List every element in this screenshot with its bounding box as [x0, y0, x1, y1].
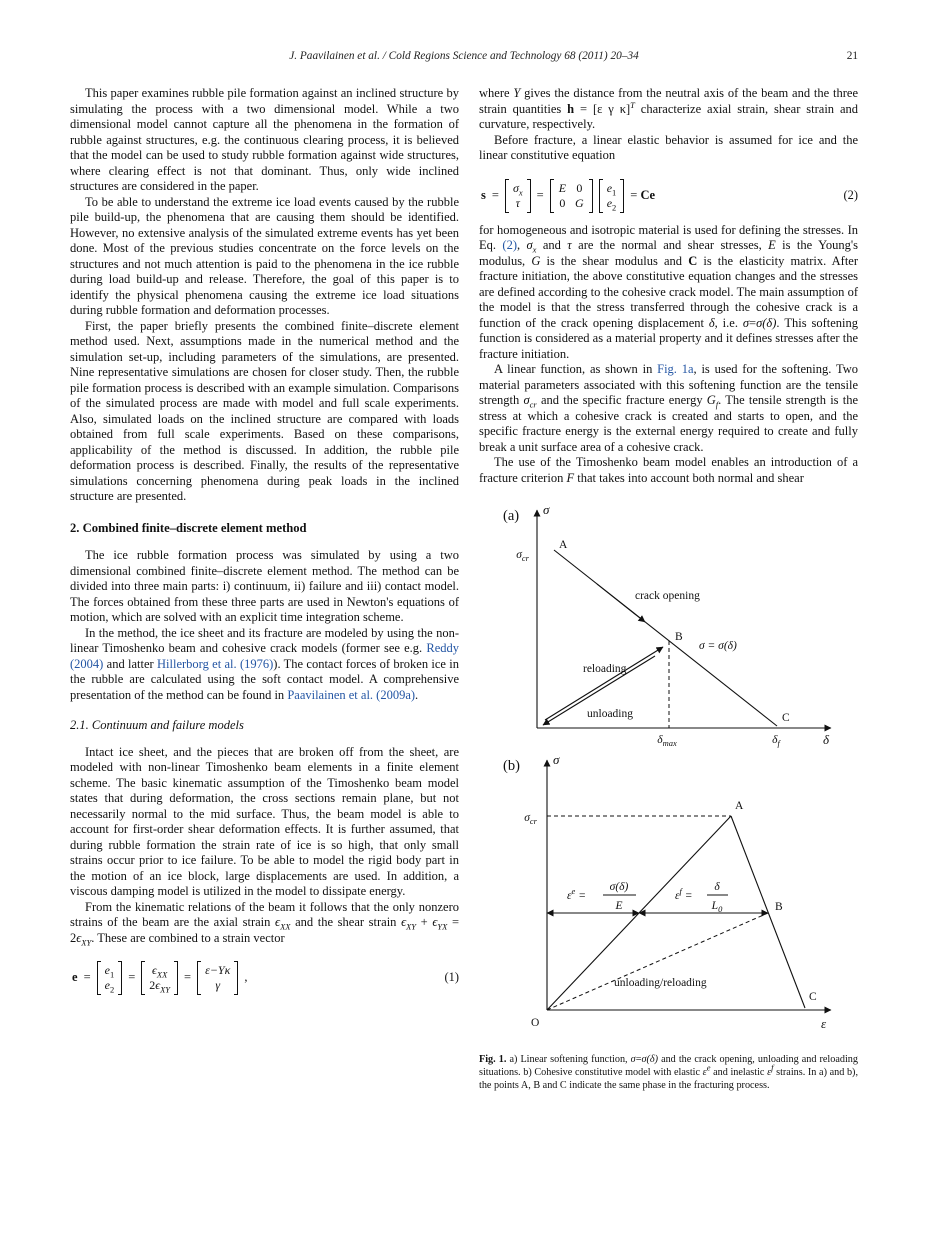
- equals-sign: =: [128, 970, 136, 985]
- delta-f-label: $\delta_f$: [772, 734, 780, 748]
- equation-1-body: [70, 961, 445, 995]
- paragraph: To be able to understand the extreme ice load events caused by the rubble pile build-up, the phenomena that are causing them should be identified. However, no extensive analysis of the simulated extreme events has yet been done. Most of the previous studies concentrate on the force levels on the structures and not much attention is paid to the phenomena in the ice rubble during load build-up and release. Therefore, the goal of this paper is to identify the physical phenomena causing the extreme ice load situations during rubble formation and deformation processes.: [70, 194, 459, 317]
- delta-max-label: $\delta_{max}$: [657, 734, 677, 748]
- page-number: 21: [846, 50, 858, 62]
- paragraph: The use of the Timoshenko beam model enables an introduction of a fracture criterion F that takes into account both normal and shear: [479, 455, 858, 485]
- matrix-cell: E: [558, 180, 567, 195]
- paragraph: where Y gives the distance from the neutral axis of the beam and the three strain quantities h = [ε γ κ]$^T$ characterize axial strain, shear strain and curvature, respectively.: [479, 86, 858, 131]
- sigma-cr-label: $\sigma_{cr}$: [524, 812, 537, 826]
- matrix-cell: $e_1$: [104, 963, 115, 980]
- left-column: [70, 86, 459, 1005]
- crack-opening-label: crack opening: [635, 590, 700, 602]
- page-header: [70, 50, 858, 66]
- matrix-cell: $e_1$: [606, 180, 617, 197]
- equals-sign: =: [536, 187, 544, 202]
- eq2-rhs: = Ce: [630, 187, 656, 202]
- figure-1a: [479, 498, 858, 748]
- matrix: [599, 179, 625, 213]
- softening-function-label: σ = σ(δ): [699, 640, 737, 652]
- figure-1: [479, 498, 858, 1093]
- matrix: [197, 961, 238, 995]
- inelastic-strain-numerator: δ: [714, 881, 720, 893]
- matrix-cell: $e_2$: [104, 978, 115, 995]
- running-head-citation: J. Paavilainen et al. / Cold Regions Science and Technology 68 (2011) 20–34: [289, 50, 639, 62]
- matrix-cell: 0: [559, 195, 566, 210]
- point-a-label: A: [735, 800, 744, 812]
- sigma-axis-label: σ: [553, 752, 560, 767]
- matrix: [97, 961, 123, 995]
- eq2-lhs: s: [481, 187, 486, 202]
- point-b-label: B: [675, 631, 683, 643]
- inelastic-strain-label: $\varepsilon^f$ =: [675, 886, 693, 902]
- paragraph: A linear function, as shown in Fig. 1a, is used for the softening. Two material parameters associated with this softening function are the tensile strength $\sigma_{cr}$ and the specific fracture energy $G_f$. The tensile strength is the stress at which a cohesive crack is created and starts to open, and the specific fracture energy is the external energy required to create and fully break a unit surface area of a cohesive crack.: [479, 362, 859, 454]
- unloading-reloading-label: unloading/reloading: [614, 977, 707, 989]
- paragraph: Intact ice sheet, and the pieces that are broken off from the sheet, are modeled with non-linear Timoshenko beam elements in a finite element scheme. The basic kinematic assumption of the Timoshenko beam model states that during deformation, the cross sections remain plane, but not necessarily normal to the mid surface. Thus, the beam model is able to account for first-order shear deformation effects. It is further assumed, that during rubble formation the strain rate of ice is so high, that only small strains occur prior to ice failure. To be able to model the rigid body part in the motion of an ice block, large displacements are used. In addition, a viscous damping model is utilized in the model to dissipate energy.: [70, 744, 459, 898]
- matrix: [550, 179, 593, 213]
- point-a-label: A: [559, 539, 568, 551]
- equals-sign: =: [83, 970, 91, 985]
- equals-sign: =: [184, 970, 192, 985]
- paragraph: The ice rubble formation process was simulated by using a two dimensional combined finite–discrete element method. The method can be divided into three main parts: i) continuum, ii) failure and iii) contact model. The forces obtained from these three parts are used in Newton's equations of motion, which are solved with an explicit time integration scheme.: [70, 548, 459, 624]
- equation-1-number: (1): [444, 970, 459, 985]
- figure-1b: [479, 748, 858, 1044]
- equals-sign: =: [491, 187, 499, 202]
- delta-axis-label: δ: [823, 732, 830, 747]
- inelastic-strain-denominator: $L_0$: [711, 900, 723, 914]
- sigma-cr-label: $\sigma_{cr}$: [516, 549, 529, 563]
- equation-2-number: (2): [843, 187, 858, 202]
- matrix: [505, 179, 531, 213]
- matrix: [141, 961, 178, 995]
- panel-b-label: (b): [503, 758, 520, 774]
- section-heading: 2. Combined finite–discrete element method: [70, 520, 307, 535]
- matrix-cell: $e_2$: [606, 195, 617, 212]
- citation-link[interactable]: Reddy (2004): [70, 641, 459, 671]
- origin-label: O: [531, 1017, 540, 1029]
- matrix-cell: γ: [215, 978, 221, 992]
- equation-2: [479, 179, 858, 213]
- paragraph: for homogeneous and isotropic material is used for defining the stresses. In Eq. (2), $\sigma_x$ and τ are the normal and shear stresses, E is the Young's modulus, G is the shear modulus and C is the elasticity matrix. After fracture initiation, the above constitutive equation changes and the stresses are defined according to the cohesive crack model. The main assumption of the model is that the stress transferred through the cohesive crack is a function of the crack opening displacement δ, i.e. σ=σ(δ). This softening function is considered as a material property and it defines stresses after the fracture initiation.: [479, 222, 859, 361]
- equation-1: [70, 961, 459, 995]
- citation-link[interactable]: (2): [502, 238, 517, 252]
- matrix-cell: $\sigma_x$: [512, 180, 523, 197]
- matrix-cell: 0: [576, 180, 583, 195]
- paragraph: From the kinematic relations of the beam it follows that the only nonzero strains of the beam are the axial strain $\epsilon_{XX}$ and the shear strain $\epsilon_{XY} + \epsilon_{YX} = 2\epsilon_{XY}$. These are combined to a strain vector: [70, 899, 459, 947]
- point-c-label: C: [782, 712, 790, 724]
- matrix-cell: ε−Yκ: [205, 963, 231, 977]
- citation-link[interactable]: Paavilainen et al. (2009a): [287, 687, 416, 702]
- elastic-strain-label: $\varepsilon^e$ =: [567, 886, 586, 902]
- subsection-heading: 2.1. Continuum and failure models: [70, 718, 244, 732]
- panel-a-label: (a): [503, 508, 520, 524]
- paragraph: First, the paper briefly presents the combined finite–discrete element method used. Next, assumptions made in the numerical method and the simulation set-up, including parameters of the simulations, are presented. Nine representative simulations are chosen for closer study. Then, the rubble pile formation process is described with an example simulation. Comparisons of the simulated process are made with model and full scale experiments. Also, simulated loads on the inclined structure are compared with loads obtained from full scale experiments. Based on these comparisons, applicability of the method is discussed. In addition, the rubble pile deformation process is described. Finally, the results of the representative simulations concerning phenomena during peak loads in the inclined structure are presented.: [70, 318, 459, 503]
- paragraph: Before fracture, a linear elastic behavior is assumed for ice and the linear constitutive equation: [479, 132, 858, 162]
- figure-1-caption: Fig. 1. a) Linear softening function, σ=σ(δ) and the crack opening, unloading and reloading situations. b) Cohesive constitutive model with elastic $\varepsilon^e$ and inelastic $\varepsilon^f$ strains. In a) and b), the points A, B and C indicate the same phase in the fracturing process.: [479, 1054, 858, 1092]
- reloading-label: reloading: [583, 663, 627, 675]
- comma: ,: [244, 970, 248, 985]
- matrix-cell: $\epsilon_{XX}$: [152, 963, 168, 980]
- citation-link[interactable]: Hillerborg et al. (1976): [157, 656, 274, 671]
- point-b-label: B: [775, 901, 783, 913]
- unloading-label: unloading: [587, 708, 633, 720]
- sigma-axis-label: σ: [543, 502, 550, 517]
- matrix-cell: τ: [515, 195, 520, 210]
- paragraph: In the method, the ice sheet and its fracture are modeled by using the non-linear Timoshenko beam and cohesive crack models (former see e.g. Reddy (2004) and latter Hillerborg et al. (1976)). The contact forces of broken ice in the rubble are calculated using the soft contact model. A comprehensive presentation of the method can be found in Paavilainen et al. (2009a).: [70, 625, 459, 702]
- elastic-strain-denominator: E: [615, 900, 623, 912]
- matrix-cell: G: [575, 195, 584, 210]
- citation-link[interactable]: Fig. 1a: [657, 362, 694, 376]
- matrix-cell: $2\epsilon_{XY}$: [149, 978, 171, 995]
- elastic-strain-numerator: σ(δ): [609, 881, 629, 893]
- equation-2-body: [479, 179, 844, 213]
- right-column: [479, 86, 858, 1093]
- epsilon-axis-label: ε: [821, 1016, 827, 1031]
- paragraph: This paper examines rubble pile formation against an inclined structure by simulating the process with a two dimensional model. While a two dimensional model cannot capture all the phenomena in the formation of rubble against structures, e.g. the continuous clearing process, it is believed that the model can be used to study rubble formation against wide structures, where clearing effect is not that dominant. Thus, only wide inclined structures are considered in the paper.: [70, 86, 459, 193]
- point-c-label: C: [809, 991, 817, 1003]
- eq1-lhs: e: [72, 970, 78, 985]
